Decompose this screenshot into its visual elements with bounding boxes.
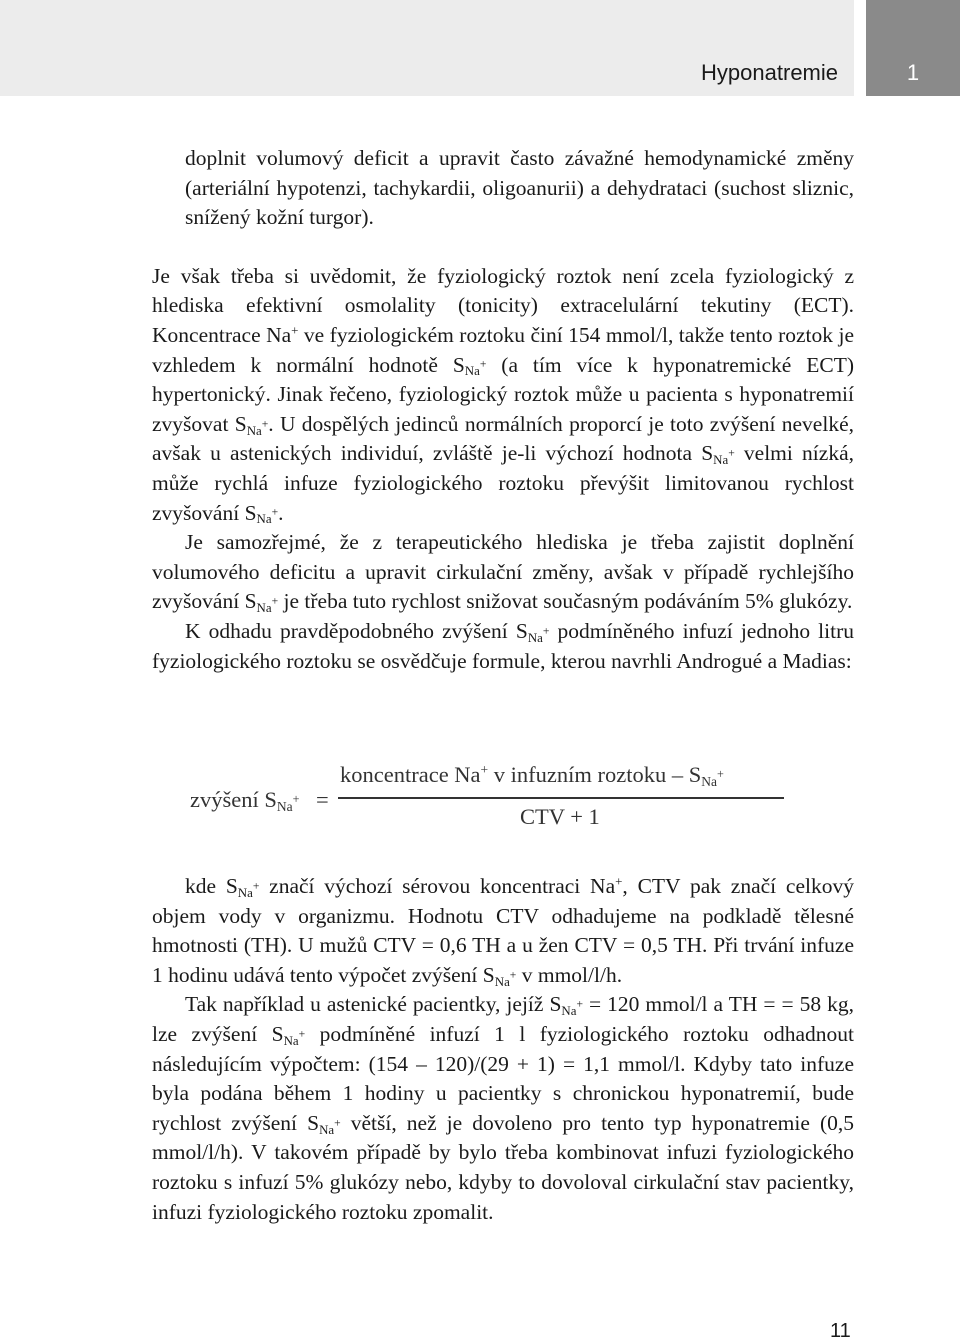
s-na-symbol: $S_{Na^+}$	[244, 500, 279, 527]
s-na-symbol: $S_{Na^+}$	[244, 589, 279, 616]
fraction-bar	[338, 797, 784, 799]
formula-equals: =	[316, 787, 329, 812]
s-na-symbol: $S_{Na^+}$	[271, 1021, 306, 1048]
paragraph-3: Je samozřejmé, že z terapeutického hlediska je třeba zajistit doplnění volumového deficitu a upravit cirkulační změny, avšak v případě rychlejšího zvyšování $S_{Na^+}$ je třeba tuto rychlost snižovat současným podáváním 5% glukózy.	[152, 530, 854, 616]
formula-lhs: zvýšení $S_{Na^+}$	[190, 787, 300, 815]
running-header-title: Hyponatremie	[701, 60, 838, 85]
formula-denominator: CTV + 1	[520, 804, 600, 829]
s-na-symbol: $S_{Na^+}$	[549, 992, 584, 1019]
paragraph-4: K odhadu pravděpodobného zvýšení $S_{Na^+}$ podmíněného infuzí jednoho litru fyziologického roztoku se osvědčuje formule, kterou navrhli Androgué a Madias:	[152, 618, 854, 673]
formula-numerator: koncentrace Na+ v infuzním roztoku – $S_{Na^+}$	[340, 761, 724, 790]
body-text-lower	[152, 872, 854, 1227]
s-na-symbol: $S_{Na^+}$	[701, 441, 735, 468]
formula-androgue-madias	[190, 760, 790, 840]
s-na-symbol: $S_{Na^+}$	[515, 618, 550, 645]
s-na-symbol: $S_{Na^+}$	[307, 1110, 341, 1137]
body-text-upper	[152, 144, 854, 676]
s-na-symbol: $S_{Na^+}$	[482, 962, 517, 989]
chapter-tab	[866, 0, 960, 96]
chapter-number: 1	[906, 60, 920, 85]
page-number: 11	[830, 1320, 851, 1342]
paragraph-1: doplnit volumový deficit a upravit často závažné hemodynamické změny (arteriální hypotenzi, tachykardii, oligoanurii) a dehydrataci (suchost sliznic, snížený kožní turgor).	[185, 146, 854, 230]
running-header	[0, 0, 854, 96]
paragraph-5: kde $S_{Na^+}$ značí výchozí sérovou koncentraci Na+, CTV pak značí celkový objem vody v organizmu. Hodnotu CTV odhadujeme na podkladě tělesné hmotnosti (TH). U mužů CTV = 0,6 TH a u žen CTV = 0,5 TH. Při trvání infuze 1 hodinu udává tento výpočet zvýšení $S_{Na^+}$ v mmol/l/h.	[152, 874, 854, 989]
s-na-symbol: $S_{Na^+}$	[234, 411, 269, 438]
s-na-symbol: $S_{Na^+}$	[452, 352, 487, 379]
s-na-symbol: $S_{Na^+}$	[225, 874, 260, 900]
paragraph-2: Je však třeba si uvědomit, že fyziologický roztok není zcela fyziologický z hlediska efektivní osmolality (tonicity) extracelulární tekutiny (ECT). Koncentrace Na+ ve fyziologickém roztoku činí 154 mmol/l, takže tento roztok je vzhledem k normální hodnotě $S_{Na^+}$ (a tím více k hyponatremické ECT) hypertonický. Jinak řečeno, fyziologický roztok může u pacienta s hyponatremií zvyšovat $S_{Na^+}$. U dospělých jedinců normálních proporcí je toto zvýšení nevelké, avšak u astenických individuí, zvláště je-li výchozí hodnota $S_{Na^+}$ velmi nízká, může rychlá infuze fyziologického roztoku převýšit limitovanou rychlost zvyšování $S_{Na^+}$.	[152, 263, 854, 527]
paragraph-6: Tak například u astenické pacientky, jejíž $S_{Na^+} = 120$ mmol/l a TH = = 58 kg, lze zvýšení $S_{Na^+}$ podmíněné infuzí 1 l fyziologického roztoku odhadnout následujícím výpočtem: (154 – 120)/(29 + 1) = 1,1 mmol/l. Kdyby tato infuze byla podána během 1 hodiny u pacientky s chronickou hyponatremií, bude rychlost zvýšení $S_{Na^+}$ větší, než je dovoleno pro tento typ hyponatremie (0,5 mmol/l/h). V takovém případě by bylo třeba kombinovat infuzi fyziologického roztoku s infuzí 5% glukózy nebo, kdyby to dovoloval cirkulační stav pacientky, infuzi fyziologického roztoku zpomalit.	[152, 992, 854, 1224]
